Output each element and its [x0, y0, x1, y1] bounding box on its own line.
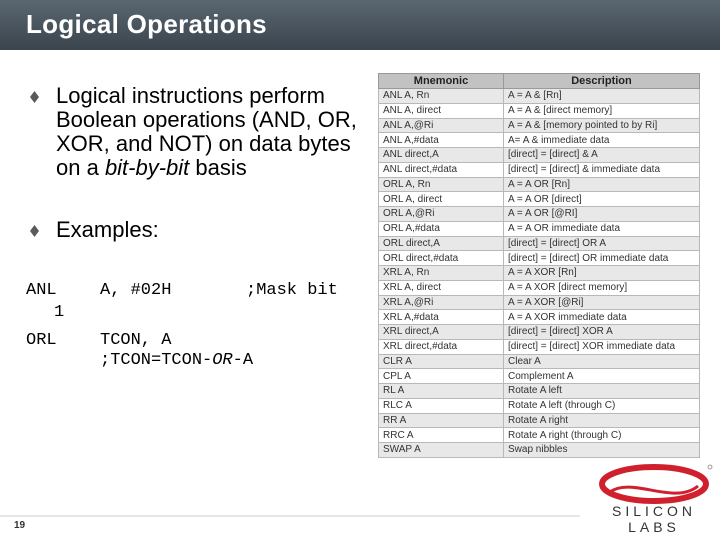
- mnemonic-cell: ORL direct,#data: [379, 251, 504, 266]
- table-row: [379, 339, 700, 354]
- table-row: [379, 221, 700, 236]
- column-header: Mnemonic: [379, 74, 504, 89]
- mnemonic-cell: XRL A,@Ri: [379, 295, 504, 310]
- mnemonic-cell: XRL direct,#data: [379, 339, 504, 354]
- table-row: [379, 295, 700, 310]
- mnemonic-cell: SWAP A: [379, 443, 504, 458]
- table-row: [379, 280, 700, 295]
- bullet-list: [30, 84, 370, 242]
- description-cell: A = A OR [Rn]: [504, 177, 700, 192]
- table-row: [379, 384, 700, 399]
- description-cell: A = A & [memory pointed to by Ri]: [504, 118, 700, 133]
- description-cell: [direct] = [direct] & A: [504, 148, 700, 163]
- table-row: [379, 207, 700, 222]
- description-cell: [direct] = [direct] & immediate data: [504, 162, 700, 177]
- mnemonic-cell: RR A: [379, 413, 504, 428]
- description-cell: Rotate A right (through C): [504, 428, 700, 443]
- description-cell: A = A & [direct memory]: [504, 103, 700, 118]
- mnemonic-cell: ORL A,@Ri: [379, 207, 504, 222]
- table-row: [379, 118, 700, 133]
- mnemonic-cell: XRL A, direct: [379, 280, 504, 295]
- table-row: [379, 192, 700, 207]
- mnemonic-cell: ORL A, Rn: [379, 177, 504, 192]
- table-row: [379, 354, 700, 369]
- description-cell: A = A & [Rn]: [504, 89, 700, 104]
- description-cell: A = A XOR [Rn]: [504, 266, 700, 281]
- page-number: 19: [14, 520, 26, 531]
- bullet-item: [30, 84, 370, 180]
- table-row: [379, 251, 700, 266]
- mnemonic-cell: RL A: [379, 384, 504, 399]
- description-cell: [direct] = [direct] OR A: [504, 236, 700, 251]
- bullet-text: Examples:: [56, 217, 159, 242]
- mnemonic-cell: ORL A,#data: [379, 221, 504, 236]
- table-row: [379, 133, 700, 148]
- table-row: [379, 103, 700, 118]
- description-cell: A= A & immediate data: [504, 133, 700, 148]
- bullet-emphasis: bit-by-bit: [104, 155, 190, 180]
- description-cell: Rotate A left (through C): [504, 398, 700, 413]
- mnemonic-table: [378, 73, 700, 458]
- table-row: [379, 89, 700, 104]
- table-row: [379, 428, 700, 443]
- mnemonic-cell: ANL direct,A: [379, 148, 504, 163]
- diamond-bullet-icon: [30, 225, 39, 237]
- table-row: [379, 148, 700, 163]
- description-cell: Complement A: [504, 369, 700, 384]
- mnemonic-cell: ANL A, Rn: [379, 89, 504, 104]
- description-cell: A = A OR [direct]: [504, 192, 700, 207]
- code-op-wrap: 1: [54, 303, 65, 322]
- table-header-row: [379, 74, 700, 89]
- code-comment: ;TCON=TCON-OR-A: [100, 351, 254, 370]
- slide-title: Logical Operations: [26, 9, 267, 39]
- mnemonic-cell: RLC A: [379, 398, 504, 413]
- mnemonic-cell: XRL direct,A: [379, 325, 504, 340]
- mnemonic-cell: ANL A,#data: [379, 133, 504, 148]
- title-bar: [0, 0, 720, 50]
- table-row: [379, 413, 700, 428]
- mnemonic-cell: CLR A: [379, 354, 504, 369]
- description-cell: Rotate A left: [504, 384, 700, 399]
- description-cell: [direct] = [direct] XOR A: [504, 325, 700, 340]
- mnemonic-cell: XRL A, Rn: [379, 266, 504, 281]
- table-row: [379, 266, 700, 281]
- description-cell: A = A OR immediate data: [504, 221, 700, 236]
- bullet-text: Logical instructions perform Boolean operations (AND, OR, XOR, and NOT) on data bytes on a: [56, 83, 357, 180]
- description-cell: Rotate A right: [504, 413, 700, 428]
- mnemonic-cell: RRC A: [379, 428, 504, 443]
- code-op: ORL: [26, 331, 57, 350]
- description-cell: A = A XOR [direct memory]: [504, 280, 700, 295]
- mnemonic-cell: ORL A, direct: [379, 192, 504, 207]
- table-row: [379, 443, 700, 458]
- code-op: ANL: [26, 281, 57, 300]
- table-row: [379, 162, 700, 177]
- logo-text: SILICON LABS: [611, 503, 696, 535]
- table-row: [379, 325, 700, 340]
- description-cell: A = A OR [@RI]: [504, 207, 700, 222]
- bullet-text-tail: basis: [189, 155, 247, 180]
- description-cell: [direct] = [direct] OR immediate data: [504, 251, 700, 266]
- table-row: [379, 369, 700, 384]
- mnemonic-cell: ANL direct,#data: [379, 162, 504, 177]
- description-cell: A = A XOR [@Ri]: [504, 295, 700, 310]
- mnemonic-cell: XRL A,#data: [379, 310, 504, 325]
- bullet-item: [30, 218, 370, 242]
- description-cell: A = A XOR immediate data: [504, 310, 700, 325]
- table-row: [379, 177, 700, 192]
- mnemonic-cell: ORL direct,A: [379, 236, 504, 251]
- footer-divider: [0, 515, 580, 517]
- code-args: TCON, A: [100, 331, 172, 350]
- mnemonic-cell: ANL A,@Ri: [379, 118, 504, 133]
- code-comment: ;Mask bit: [246, 281, 338, 300]
- description-cell: Swap nibbles: [504, 443, 700, 458]
- description-cell: [direct] = [direct] XOR immediate data: [504, 339, 700, 354]
- table-row: [379, 398, 700, 413]
- mnemonic-cell: ANL A, direct: [379, 103, 504, 118]
- description-cell: Clear A: [504, 354, 700, 369]
- column-header: Description: [504, 74, 700, 89]
- code-args: A, #02H: [100, 281, 172, 300]
- table-row: [379, 310, 700, 325]
- mnemonic-cell: CPL A: [379, 369, 504, 384]
- table-row: [379, 236, 700, 251]
- diamond-bullet-icon: [30, 91, 39, 103]
